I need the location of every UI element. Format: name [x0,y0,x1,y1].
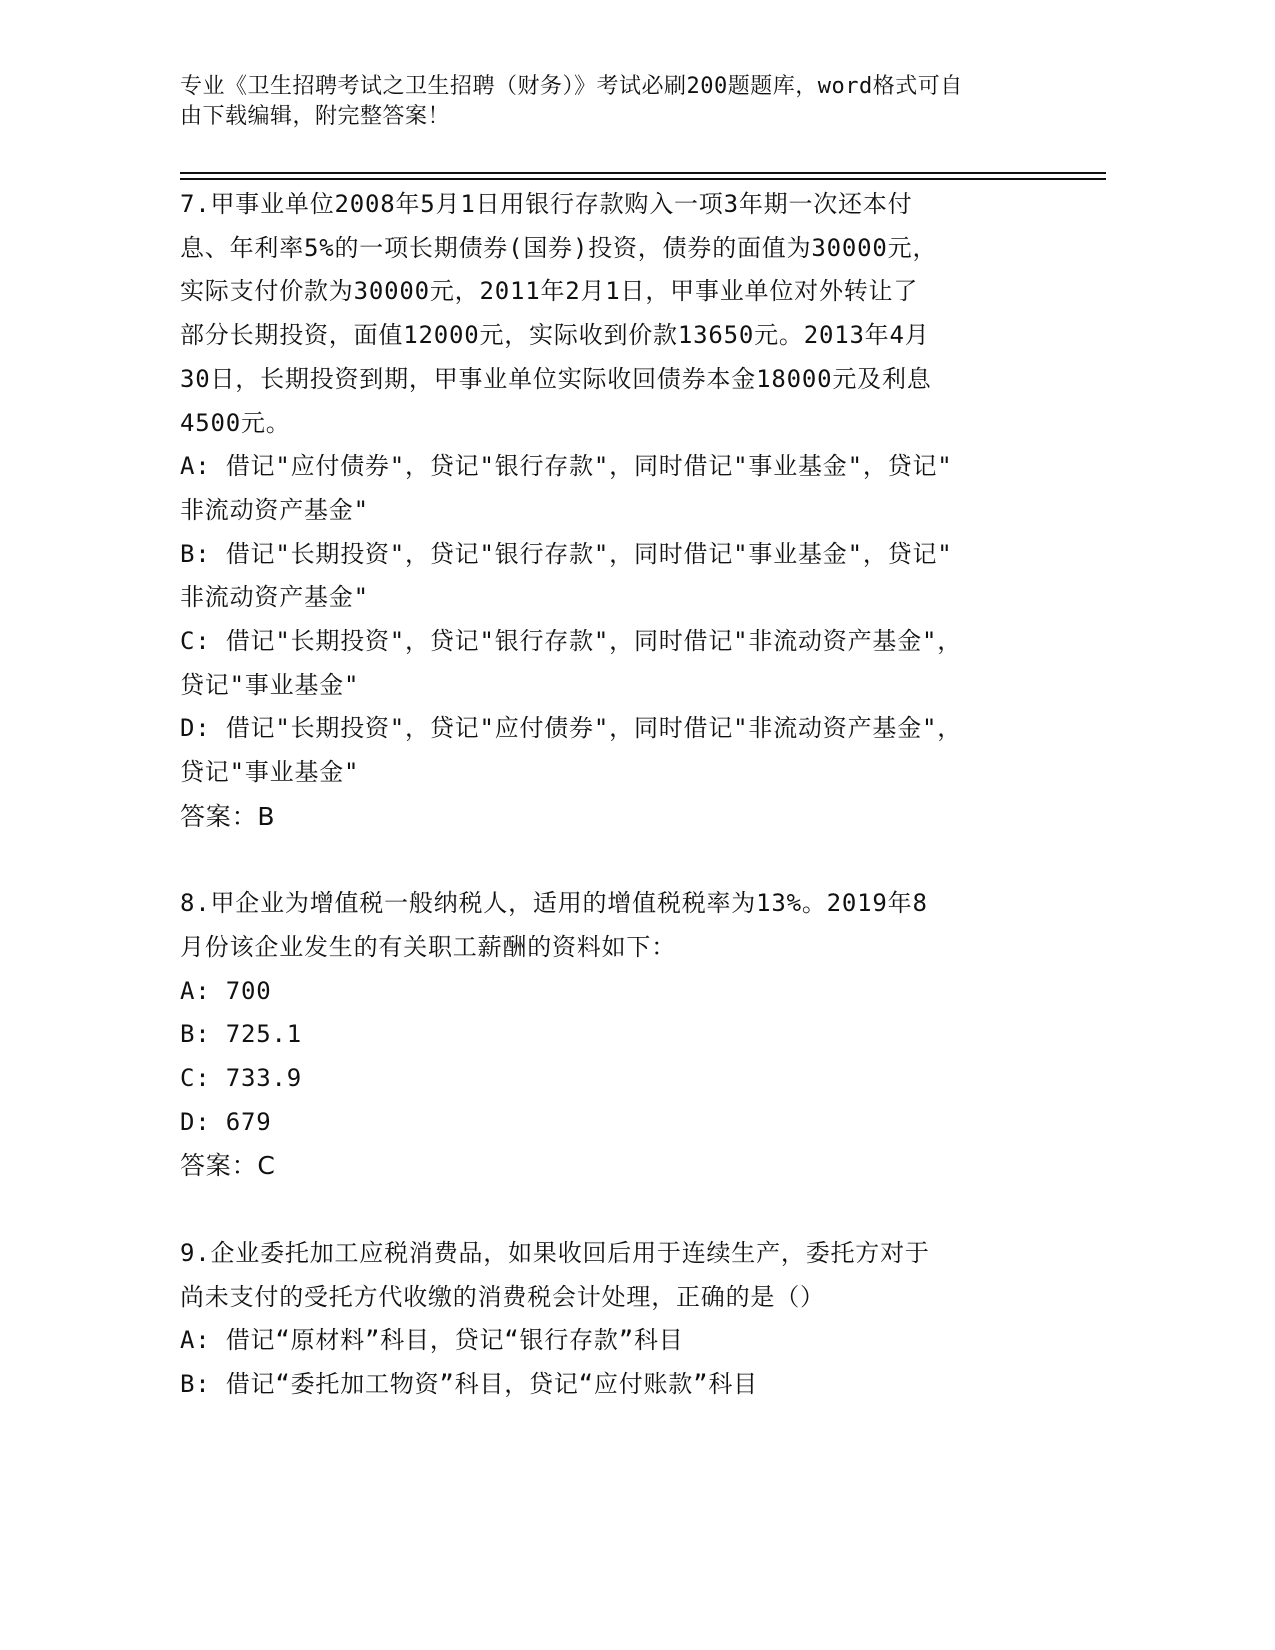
question-stem-line: 4500元。 [180,408,291,437]
spacer [180,839,1040,883]
option-c-continued: 贷记"事业基金" [180,670,360,699]
question-stem-line: 息、年利率5%的一项长期债券(国券)投资，债券的面值为30000元， [180,233,938,262]
option-a: A: 借记“原材料”科目，贷记“银行存款”科目 [180,1326,684,1355]
option-a-continued: 非流动资产基金" [180,495,369,524]
option-c: C: 733.9 [180,1064,302,1093]
question-stem-line: 部分长期投资，面值12000元，实际收到价款13650元。2013年4月 [180,321,930,350]
question-stem-line: 月份该企业发生的有关职工薪酬的资料如下： [180,932,676,961]
option-b-continued: 非流动资产基金" [180,583,369,612]
option-b: B: 借记"长期投资"，贷记"银行存款"，同时借记"事业基金"，贷记" [180,539,953,568]
option-a: A: 700 [180,976,272,1005]
question-7 [180,183,1040,839]
spacer [180,1188,1040,1232]
question-stem-line: 尚未支付的受托方代收缴的消费税会计处理，正确的是（） [180,1282,825,1311]
question-9 [180,1232,1040,1407]
answer-label: 答案：C [180,1151,276,1181]
option-b: B: 借记“委托加工物资”科目，贷记“应付账款”科目 [180,1369,758,1398]
question-stem-line: 9.企业委托加工应税消费品，如果收回后用于连续生产，委托方对于 [180,1238,930,1267]
option-b: B: 725.1 [180,1020,302,1049]
question-stem-line: 7.甲事业单位2008年5月1日用银行存款购入一项3年期一次还本付 [180,190,913,218]
option-d: D: 借记"长期投资"，贷记"应付债券"，同时借记"非流动资产基金"， [180,714,963,743]
option-c: C: 借记"长期投资"，贷记"银行存款"，同时借记"非流动资产基金"， [180,627,963,656]
question-stem-line: 30日，长期投资到期，甲事业单位实际收回债券本金18000元及利息 [180,364,932,393]
header-line-2: 由下载编辑，附完整答案！ [180,104,451,129]
option-d: D: 679 [180,1107,272,1136]
question-list [180,183,1040,1407]
option-a: A: 借记"应付债券"，贷记"银行存款"，同时借记"事业基金"，贷记" [180,452,953,481]
header-divider-bottom [180,178,1106,180]
option-d-continued: 贷记"事业基金" [180,758,360,787]
question-8 [180,882,1040,1188]
question-stem-line: 实际支付价款为30000元，2011年2月1日，甲事业单位对外转让了 [180,277,919,306]
document-header [180,72,1040,132]
answer-label: 答案：B [180,801,276,831]
header-line-1: 专业《卫生招聘考试之卫生招聘（财务）》考试必刷200题题库，word格式可自 [180,74,963,99]
header-divider-top [180,172,1106,174]
question-stem-line: 8.甲企业为增值税一般纳税人，适用的增值税税率为13%。2019年8 [180,889,928,918]
